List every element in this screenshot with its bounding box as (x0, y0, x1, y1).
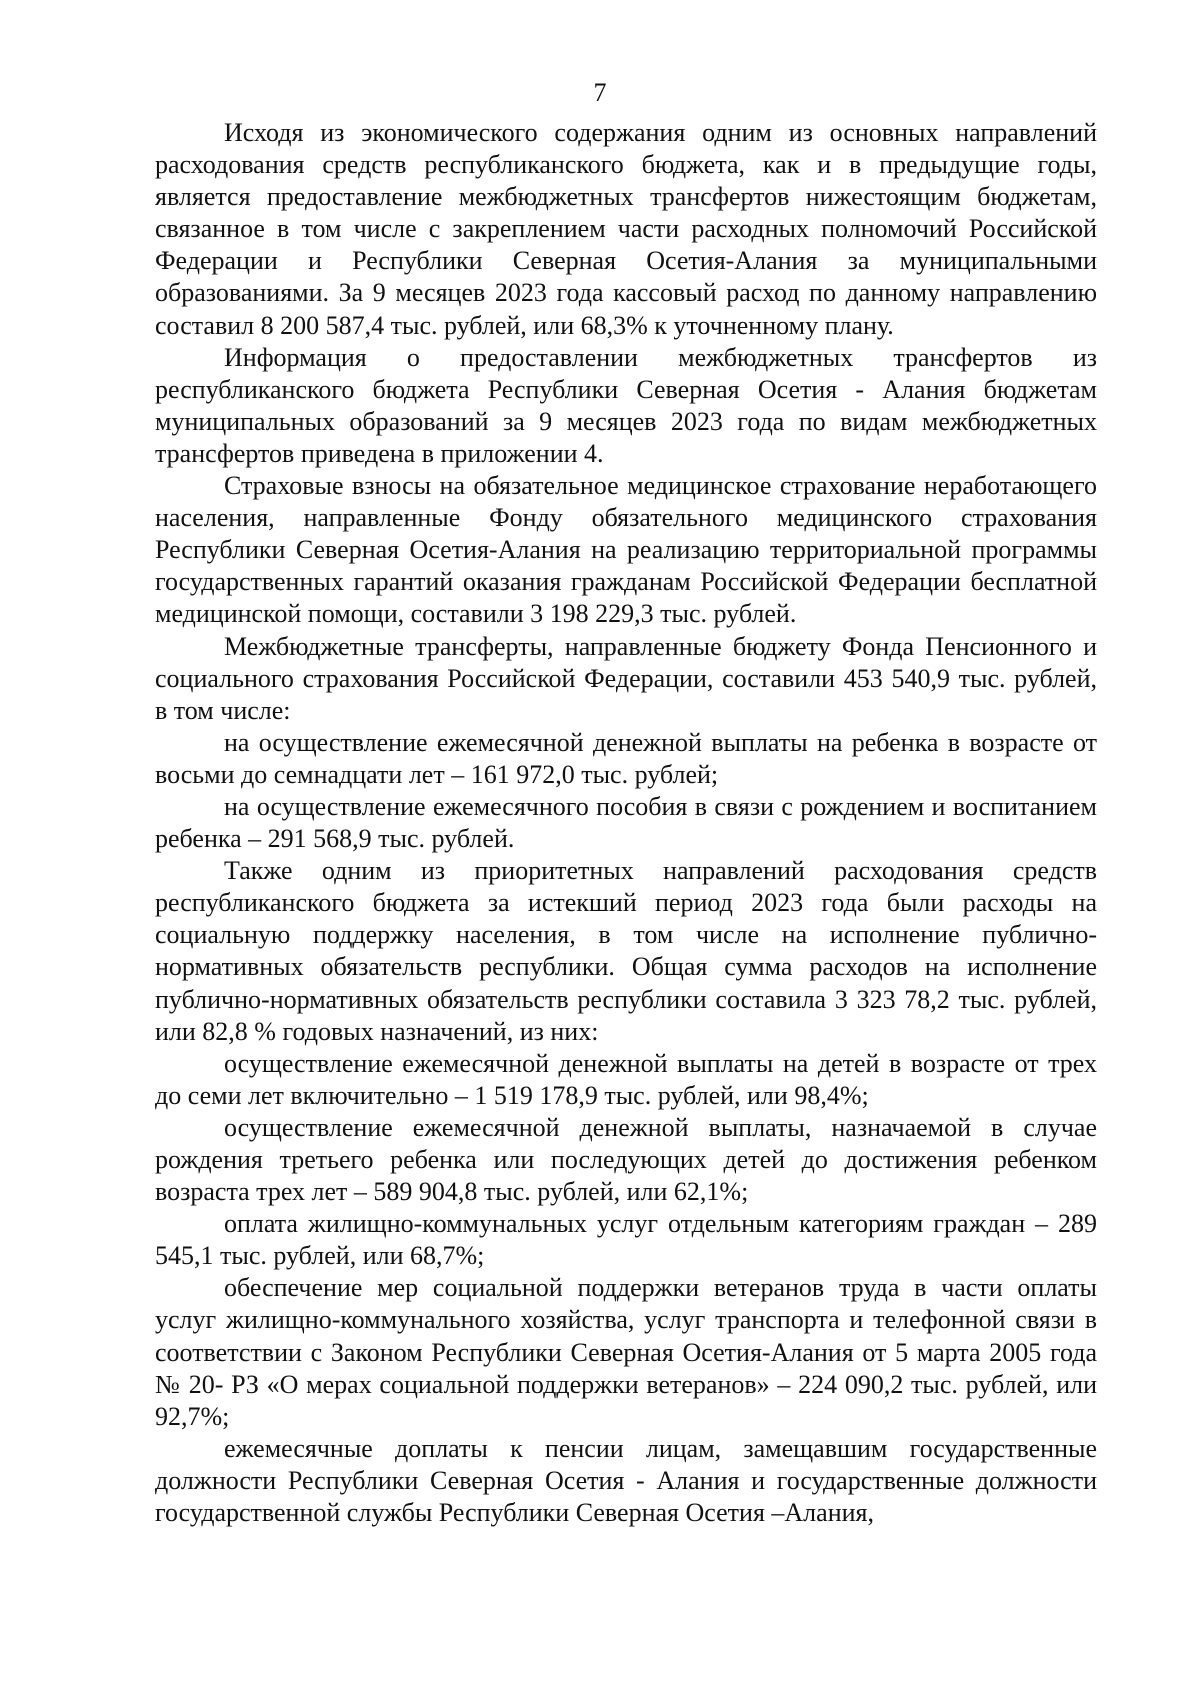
paragraph-labor-veterans: обеспечение мер социальной поддержки ветеранов труда в части оплаты услуг жилищно-коммунального хозяйства, услуг транспорта и телефонной связи в соответствии с Законом Республики Северная Осетия-Алания от 5 марта 2005 года № 20- РЗ «О мерах социальной поддержки ветеранов» – 224 090,2 тыс. рублей, или 92,7%; (155, 1273, 1097, 1431)
paragraph-child-payment-8-17: на осуществление ежемесячной денежной выплаты на ребенка в возрасте от восьми до семнадцати лет – 161 972,0 тыс. рублей; (155, 727, 1097, 789)
paragraph-medical-insurance: Страховые взносы на обязательное медицинское страхование неработающего населения, направленные Фонду обязательного медицинского страхования Республики Северная Осетия-Алания на реализацию территориальной программы государственных гарантий оказания гражданам Российской Федерации бесплатной медицинской помощи, составили 3 198 229,3 тыс. рублей. (155, 471, 1097, 629)
paragraph-social-support: Также одним из приоритетных направлений расходования средств республиканского бюджета за истекший период 2023 года были расходы на социальную поддержку населения, в том числе на исполнение публично-нормативных обязательств республики. Общая сумма расходов на исполнение публично-нормативных обязательств республики составила 3 323 78,2 тыс. рублей, или 82,8 % годовых назначений, из них: (155, 856, 1097, 1046)
paragraph-appendix-4-reference: Информация о предоставлении межбюджетных трансфертов из республиканского бюджета Республики Северная Осетия - Алания бюджетам муниципальных образований за 9 месяцев 2023 года по видам межбюджетных трансфертов приведена в приложении 4. (155, 342, 1097, 468)
paragraph-pension-fund-transfers: Межбюджетные трансферты, направленные бюджету Фонда Пенсионного и социального страхования Российской Федерации, составили 453 540,9 тыс. рублей, в том числе: (155, 631, 1097, 725)
page-number: 7 (593, 78, 607, 107)
paragraph-interbudget-transfers: Исходя из экономического содержания одним из основных направлений расходования средств республиканского бюджета, как и в предыдущие годы, является предоставление межбюджетных трансфертов нижестоящим бюджетам, связанное в том числе с закреплением части расходных полномочий Российской Федерации и Республики Северная Осетия-Алания за муниципальными образованиями. За 9 месяцев 2023 года кассовый расход по данному направлению составил 8 200 587,4 тыс. рублей, или 68,3% к уточненному плану. (155, 118, 1097, 340)
paragraph-child-payment-3-7: осуществление ежемесячной денежной выплаты на детей в возрасте от трех до семи лет включительно – 1 519 178,9 тыс. рублей, или 98,4%; (155, 1048, 1097, 1110)
paragraph-pension-supplements: ежемесячные доплаты к пенсии лицам, замещавшим государственные должности Республики Северная Осетия - Алания и государственные должности государственной службы Республики Северная Осетия –Алания, (155, 1433, 1097, 1528)
document-body (155, 117, 1097, 1529)
paragraph-childbirth-allowance: на осуществление ежемесячного пособия в связи с рождением и воспитанием ребенка – 291 568,9 тыс. рублей. (155, 791, 1097, 854)
paragraph-third-child-payment: осуществление ежемесячной денежной выплаты, назначаемой в случае рождения третьего ребенка или последующих детей до достижения ребенком возраста трех лет – 589 904,8 тыс. рублей, или 62,1%; (155, 1112, 1097, 1207)
paragraph-housing-utilities: оплата жилищно-коммунальных услуг отдельным категориям граждан – 289 545,1 тыс. рублей, или 68,7%; (155, 1209, 1097, 1271)
